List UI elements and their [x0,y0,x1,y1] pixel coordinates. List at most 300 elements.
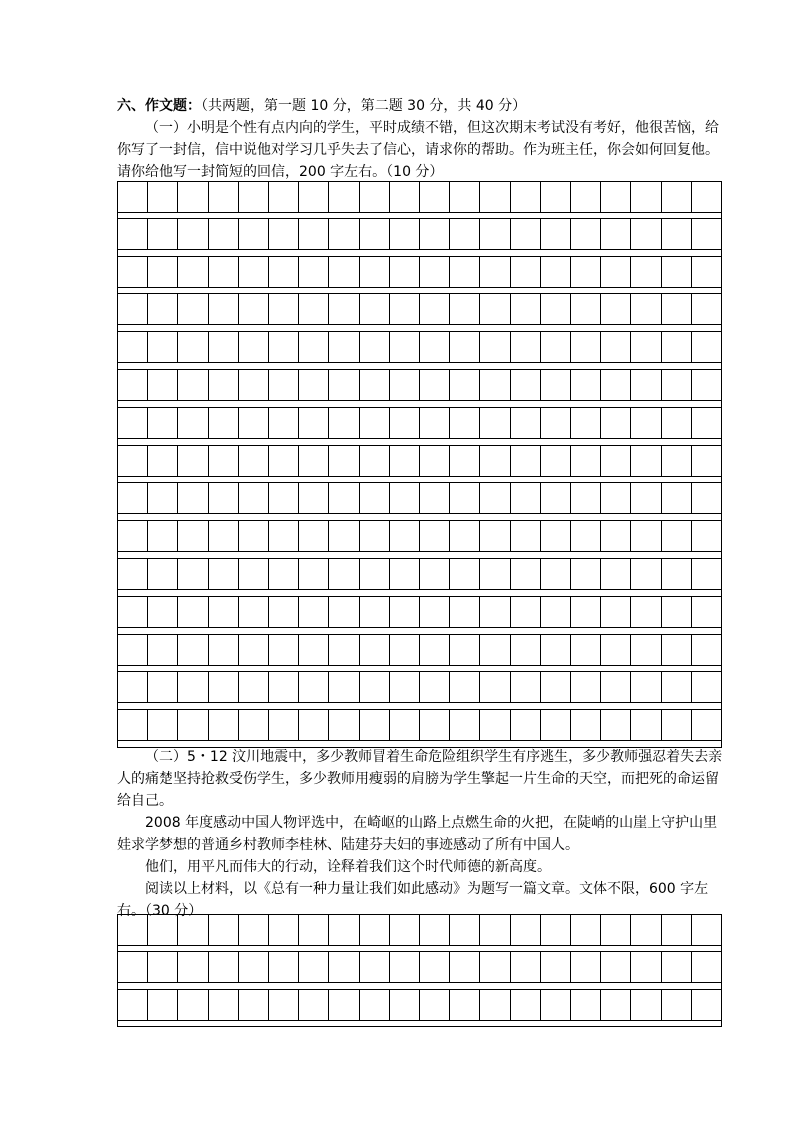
grid-cell[interactable] [208,483,238,513]
grid-cell[interactable] [661,672,691,702]
grid-cell[interactable] [268,446,298,476]
grid-cell[interactable] [177,710,207,740]
grid-cell[interactable] [208,294,238,324]
grid-cell[interactable] [540,521,570,551]
grid-cell[interactable] [298,370,328,400]
grid-cell[interactable] [177,408,207,438]
grid-cell[interactable] [540,408,570,438]
grid-cell[interactable] [389,990,419,1020]
grid-cell[interactable] [419,915,449,945]
grid-cell[interactable] [630,521,660,551]
grid-cell[interactable] [630,294,660,324]
grid-cell[interactable] [147,635,177,665]
grid-cell[interactable] [298,219,328,249]
grid-cell[interactable] [328,521,358,551]
grid-cell[interactable] [389,559,419,589]
grid-cell[interactable] [570,635,600,665]
grid-cell[interactable] [268,370,298,400]
grid-cell[interactable] [630,710,660,740]
grid-cell[interactable] [328,597,358,627]
grid-cell[interactable] [449,672,479,702]
grid-cell[interactable] [208,332,238,362]
grid-cell[interactable] [570,672,600,702]
grid-cell[interactable] [359,257,389,287]
grid-cell[interactable] [479,446,509,476]
grid-cell[interactable] [147,990,177,1020]
grid-cell[interactable] [298,257,328,287]
grid-cell[interactable] [389,219,419,249]
grid-cell[interactable] [328,672,358,702]
grid-cell[interactable] [540,370,570,400]
grid-cell[interactable] [208,408,238,438]
grid-cell[interactable] [661,370,691,400]
grid-cell[interactable] [177,182,207,212]
grid-cell[interactable] [359,597,389,627]
grid-cell[interactable] [389,710,419,740]
grid-cell[interactable] [177,294,207,324]
grid-cell[interactable] [298,990,328,1020]
grid-cell[interactable] [118,294,147,324]
grid-cell[interactable] [510,521,540,551]
grid-cell[interactable] [359,483,389,513]
grid-cell[interactable] [328,408,358,438]
grid-cell[interactable] [268,710,298,740]
grid-cell[interactable] [449,521,479,551]
grid-cell[interactable] [510,710,540,740]
grid-cell[interactable] [630,672,660,702]
grid-cell[interactable] [630,559,660,589]
grid-cell[interactable] [359,370,389,400]
grid-cell[interactable] [298,182,328,212]
grid-cell[interactable] [208,182,238,212]
grid-cell[interactable] [118,915,147,945]
grid-cell[interactable] [570,915,600,945]
grid-cell[interactable] [510,559,540,589]
grid-cell[interactable] [238,952,268,982]
grid-cell[interactable] [419,597,449,627]
grid-cell[interactable] [328,257,358,287]
grid-cell[interactable] [147,294,177,324]
grid-cell[interactable] [570,408,600,438]
grid-cell[interactable] [479,483,509,513]
grid-cell[interactable] [540,483,570,513]
grid-cell[interactable] [118,710,147,740]
grid-cell[interactable] [328,990,358,1020]
answer-grid-1[interactable] [117,181,722,748]
grid-cell[interactable] [177,952,207,982]
grid-cell[interactable] [328,446,358,476]
grid-cell[interactable] [328,182,358,212]
grid-cell[interactable] [147,483,177,513]
grid-cell[interactable] [118,408,147,438]
grid-cell[interactable] [691,952,721,982]
grid-cell[interactable] [359,219,389,249]
grid-cell[interactable] [691,915,721,945]
grid-cell[interactable] [479,597,509,627]
grid-cell[interactable] [359,521,389,551]
grid-cell[interactable] [630,370,660,400]
grid-cell[interactable] [359,952,389,982]
grid-cell[interactable] [449,219,479,249]
grid-cell[interactable] [147,408,177,438]
grid-cell[interactable] [389,915,419,945]
grid-cell[interactable] [570,483,600,513]
grid-cell[interactable] [268,597,298,627]
grid-cell[interactable] [540,182,570,212]
grid-cell[interactable] [510,952,540,982]
grid-cell[interactable] [449,370,479,400]
grid-cell[interactable] [449,408,479,438]
grid-cell[interactable] [449,597,479,627]
grid-cell[interactable] [268,182,298,212]
grid-cell[interactable] [661,332,691,362]
grid-cell[interactable] [268,952,298,982]
grid-cell[interactable] [238,332,268,362]
grid-cell[interactable] [661,952,691,982]
grid-cell[interactable] [238,635,268,665]
grid-cell[interactable] [570,219,600,249]
grid-cell[interactable] [479,952,509,982]
grid-cell[interactable] [630,332,660,362]
grid-cell[interactable] [661,257,691,287]
grid-cell[interactable] [540,635,570,665]
grid-cell[interactable] [208,370,238,400]
grid-cell[interactable] [208,990,238,1020]
grid-cell[interactable] [328,294,358,324]
grid-cell[interactable] [479,559,509,589]
grid-cell[interactable] [118,446,147,476]
grid-cell[interactable] [510,408,540,438]
grid-cell[interactable] [359,182,389,212]
grid-cell[interactable] [570,597,600,627]
grid-cell[interactable] [298,672,328,702]
grid-cell[interactable] [359,446,389,476]
grid-cell[interactable] [359,332,389,362]
grid-cell[interactable] [479,370,509,400]
grid-cell[interactable] [449,257,479,287]
grid-cell[interactable] [630,990,660,1020]
grid-cell[interactable] [419,990,449,1020]
grid-cell[interactable] [600,408,630,438]
grid-cell[interactable] [510,483,540,513]
grid-cell[interactable] [600,182,630,212]
grid-cell[interactable] [540,597,570,627]
grid-cell[interactable] [449,559,479,589]
grid-cell[interactable] [600,710,630,740]
grid-cell[interactable] [661,521,691,551]
grid-cell[interactable] [389,672,419,702]
grid-cell[interactable] [691,672,721,702]
grid-cell[interactable] [479,915,509,945]
grid-cell[interactable] [359,559,389,589]
grid-cell[interactable] [570,952,600,982]
grid-cell[interactable] [630,952,660,982]
grid-cell[interactable] [419,182,449,212]
grid-cell[interactable] [268,915,298,945]
grid-cell[interactable] [449,710,479,740]
grid-cell[interactable] [419,710,449,740]
grid-cell[interactable] [600,559,630,589]
grid-cell[interactable] [208,952,238,982]
grid-cell[interactable] [177,332,207,362]
grid-cell[interactable] [661,710,691,740]
grid-cell[interactable] [238,408,268,438]
grid-cell[interactable] [177,597,207,627]
grid-cell[interactable] [118,332,147,362]
grid-cell[interactable] [630,219,660,249]
grid-cell[interactable] [208,521,238,551]
grid-cell[interactable] [389,635,419,665]
grid-cell[interactable] [661,915,691,945]
grid-cell[interactable] [479,332,509,362]
grid-cell[interactable] [328,915,358,945]
grid-cell[interactable] [570,294,600,324]
grid-cell[interactable] [389,446,419,476]
grid-cell[interactable] [419,332,449,362]
grid-cell[interactable] [661,597,691,627]
grid-cell[interactable] [510,635,540,665]
grid-cell[interactable] [540,332,570,362]
grid-cell[interactable] [630,182,660,212]
grid-cell[interactable] [419,219,449,249]
grid-cell[interactable] [177,521,207,551]
grid-cell[interactable] [238,990,268,1020]
grid-cell[interactable] [661,294,691,324]
grid-cell[interactable] [600,597,630,627]
grid-cell[interactable] [328,635,358,665]
grid-cell[interactable] [419,446,449,476]
grid-cell[interactable] [419,635,449,665]
grid-cell[interactable] [479,294,509,324]
grid-cell[interactable] [419,483,449,513]
grid-cell[interactable] [328,952,358,982]
grid-cell[interactable] [359,635,389,665]
grid-cell[interactable] [479,219,509,249]
grid-cell[interactable] [177,370,207,400]
grid-cell[interactable] [147,672,177,702]
grid-cell[interactable] [570,559,600,589]
grid-cell[interactable] [147,559,177,589]
grid-cell[interactable] [298,635,328,665]
grid-cell[interactable] [449,294,479,324]
grid-cell[interactable] [238,521,268,551]
grid-cell[interactable] [449,483,479,513]
grid-cell[interactable] [479,257,509,287]
grid-cell[interactable] [389,257,419,287]
grid-cell[interactable] [177,483,207,513]
grid-cell[interactable] [147,182,177,212]
grid-cell[interactable] [298,559,328,589]
grid-cell[interactable] [118,990,147,1020]
grid-cell[interactable] [208,672,238,702]
grid-cell[interactable] [118,597,147,627]
grid-cell[interactable] [238,370,268,400]
grid-cell[interactable] [147,521,177,551]
grid-cell[interactable] [570,990,600,1020]
grid-cell[interactable] [238,915,268,945]
grid-cell[interactable] [449,446,479,476]
grid-cell[interactable] [389,370,419,400]
grid-cell[interactable] [208,597,238,627]
grid-cell[interactable] [208,635,238,665]
grid-cell[interactable] [630,257,660,287]
grid-cell[interactable] [389,952,419,982]
grid-cell[interactable] [419,370,449,400]
grid-cell[interactable] [691,521,721,551]
grid-cell[interactable] [177,672,207,702]
grid-cell[interactable] [268,408,298,438]
grid-cell[interactable] [298,294,328,324]
grid-cell[interactable] [691,597,721,627]
grid-cell[interactable] [177,635,207,665]
grid-cell[interactable] [691,370,721,400]
grid-cell[interactable] [268,483,298,513]
grid-cell[interactable] [449,332,479,362]
grid-cell[interactable] [118,952,147,982]
grid-cell[interactable] [600,672,630,702]
grid-cell[interactable] [661,559,691,589]
grid-cell[interactable] [540,952,570,982]
grid-cell[interactable] [600,446,630,476]
grid-cell[interactable] [147,915,177,945]
grid-cell[interactable] [600,990,630,1020]
grid-cell[interactable] [268,219,298,249]
grid-cell[interactable] [479,408,509,438]
grid-cell[interactable] [630,408,660,438]
grid-cell[interactable] [238,672,268,702]
grid-cell[interactable] [238,219,268,249]
grid-cell[interactable] [510,294,540,324]
grid-cell[interactable] [268,521,298,551]
grid-cell[interactable] [510,597,540,627]
grid-cell[interactable] [479,182,509,212]
grid-cell[interactable] [328,332,358,362]
grid-cell[interactable] [268,332,298,362]
grid-cell[interactable] [540,915,570,945]
grid-cell[interactable] [600,915,630,945]
grid-cell[interactable] [298,710,328,740]
grid-cell[interactable] [600,370,630,400]
grid-cell[interactable] [479,990,509,1020]
grid-cell[interactable] [600,952,630,982]
grid-cell[interactable] [540,990,570,1020]
grid-cell[interactable] [419,559,449,589]
grid-cell[interactable] [359,710,389,740]
grid-cell[interactable] [389,521,419,551]
grid-cell[interactable] [238,257,268,287]
grid-cell[interactable] [359,915,389,945]
grid-cell[interactable] [389,597,419,627]
grid-cell[interactable] [268,990,298,1020]
grid-cell[interactable] [600,294,630,324]
grid-cell[interactable] [691,559,721,589]
grid-cell[interactable] [268,672,298,702]
grid-cell[interactable] [298,332,328,362]
grid-cell[interactable] [691,257,721,287]
grid-cell[interactable] [691,408,721,438]
grid-cell[interactable] [600,332,630,362]
grid-cell[interactable] [328,710,358,740]
grid-cell[interactable] [540,710,570,740]
grid-cell[interactable] [389,294,419,324]
grid-cell[interactable] [147,952,177,982]
grid-cell[interactable] [419,408,449,438]
grid-cell[interactable] [208,559,238,589]
grid-cell[interactable] [147,219,177,249]
grid-cell[interactable] [570,332,600,362]
grid-cell[interactable] [268,635,298,665]
grid-cell[interactable] [600,635,630,665]
grid-cell[interactable] [328,370,358,400]
grid-cell[interactable] [238,710,268,740]
grid-cell[interactable] [419,672,449,702]
grid-cell[interactable] [208,219,238,249]
grid-cell[interactable] [389,332,419,362]
grid-cell[interactable] [147,332,177,362]
grid-cell[interactable] [540,294,570,324]
grid-cell[interactable] [419,257,449,287]
grid-cell[interactable] [540,219,570,249]
grid-cell[interactable] [449,182,479,212]
grid-cell[interactable] [298,521,328,551]
grid-cell[interactable] [510,672,540,702]
grid-cell[interactable] [118,483,147,513]
grid-cell[interactable] [298,446,328,476]
grid-cell[interactable] [328,559,358,589]
grid-cell[interactable] [298,597,328,627]
grid-cell[interactable] [661,483,691,513]
grid-cell[interactable] [298,952,328,982]
grid-cell[interactable] [238,483,268,513]
grid-cell[interactable] [691,710,721,740]
grid-cell[interactable] [147,370,177,400]
grid-cell[interactable] [630,483,660,513]
grid-cell[interactable] [661,990,691,1020]
grid-cell[interactable] [630,635,660,665]
grid-cell[interactable] [419,294,449,324]
grid-cell[interactable] [630,446,660,476]
grid-cell[interactable] [570,370,600,400]
grid-cell[interactable] [328,483,358,513]
grid-cell[interactable] [177,257,207,287]
grid-cell[interactable] [691,182,721,212]
grid-cell[interactable] [359,294,389,324]
grid-cell[interactable] [268,257,298,287]
grid-cell[interactable] [118,219,147,249]
grid-cell[interactable] [661,182,691,212]
grid-cell[interactable] [630,915,660,945]
grid-cell[interactable] [208,257,238,287]
grid-cell[interactable] [540,446,570,476]
grid-cell[interactable] [479,635,509,665]
grid-cell[interactable] [510,446,540,476]
grid-cell[interactable] [691,483,721,513]
grid-cell[interactable] [510,990,540,1020]
grid-cell[interactable] [691,294,721,324]
grid-cell[interactable] [389,182,419,212]
grid-cell[interactable] [147,257,177,287]
grid-cell[interactable] [691,332,721,362]
grid-cell[interactable] [118,521,147,551]
grid-cell[interactable] [298,483,328,513]
grid-cell[interactable] [238,559,268,589]
grid-cell[interactable] [118,182,147,212]
grid-cell[interactable] [691,990,721,1020]
grid-cell[interactable] [389,408,419,438]
grid-cell[interactable] [118,559,147,589]
answer-grid-2[interactable] [117,914,722,1027]
grid-cell[interactable] [479,710,509,740]
